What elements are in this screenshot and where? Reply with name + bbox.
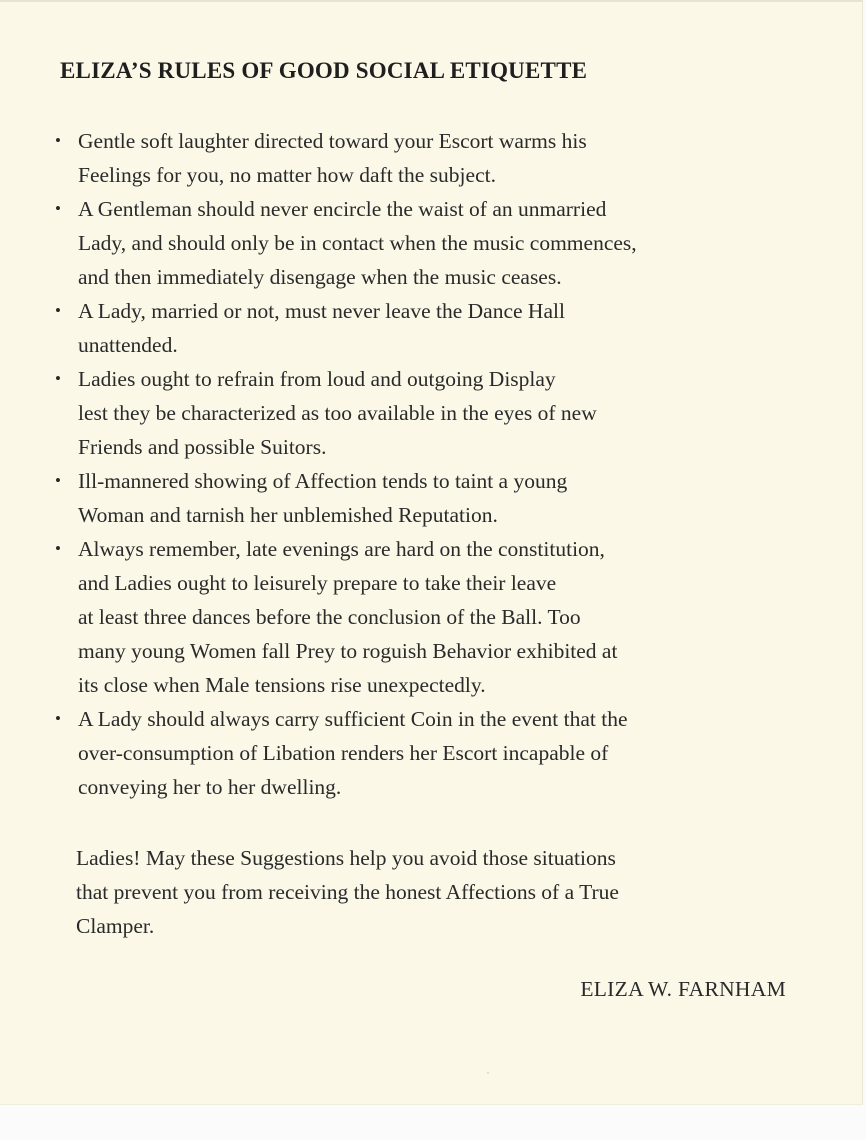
rule-line: Always remember, late evenings are hard on the constitution, xyxy=(78,537,605,561)
rule-line: at least three dances before the conclusion of the Ball. Too xyxy=(78,605,581,629)
paper-speck xyxy=(487,1072,489,1074)
document-title: ELIZA’S RULES OF GOOD SOCIAL ETIQUETTE xyxy=(60,58,588,83)
rule-line: and Ladies ought to leisurely prepare to take their leave xyxy=(78,571,557,595)
bullet-icon: • xyxy=(55,199,61,218)
bullet-icon: • xyxy=(55,709,61,728)
rule-line: Gentle soft laughter directed toward your Escort warms his xyxy=(78,129,587,153)
rule-item xyxy=(55,702,795,804)
rule-line: conveying her to her dwelling. xyxy=(78,775,342,799)
rule-line: Friends and possible Suitors. xyxy=(78,435,327,459)
closing-line: Ladies! May these Suggestions help you avoid those situations xyxy=(76,846,616,870)
rule-item xyxy=(55,124,795,192)
rule-line: A Lady, married or not, must never leave the Dance Hall xyxy=(78,299,565,323)
rule-line: Ladies ought to refrain from loud and outgoing Display xyxy=(78,367,556,391)
rule-line: A Lady should always carry sufficient Coin in the event that the xyxy=(78,707,628,731)
rule-line: Lady, and should only be in contact when the music commences, xyxy=(78,231,637,255)
rule-line: Woman and tarnish her unblemished Reputation. xyxy=(78,503,498,527)
rule-item xyxy=(55,532,795,702)
bullet-icon: • xyxy=(55,131,61,150)
author-signature: ELIZA W. FARNHAM xyxy=(580,977,786,1001)
rule-line: its close when Male tensions rise unexpectedly. xyxy=(78,673,486,697)
closing-line: that prevent you from receiving the honest Affections of a True xyxy=(76,880,619,904)
rule-item xyxy=(55,362,795,464)
rule-item xyxy=(55,192,795,294)
rule-item xyxy=(55,294,795,362)
closing-paragraph xyxy=(76,841,796,943)
rule-item xyxy=(55,464,795,532)
top-edge-line xyxy=(0,0,862,2)
bullet-icon: • xyxy=(55,301,61,320)
rule-line: unattended. xyxy=(78,333,178,357)
closing-line: Clamper. xyxy=(76,914,155,938)
rule-line: Feelings for you, no matter how daft the subject. xyxy=(78,163,496,187)
rule-line: Ill-mannered showing of Affection tends to taint a young xyxy=(78,469,568,493)
rule-line: and then immediately disengage when the music ceases. xyxy=(78,265,562,289)
bullet-icon: • xyxy=(55,539,61,558)
bullet-icon: • xyxy=(55,471,61,490)
rule-line: A Gentleman should never encircle the waist of an unmarried xyxy=(78,197,607,221)
rule-line: many young Women fall Prey to roguish Behavior exhibited at xyxy=(78,639,618,663)
rule-line: lest they be characterized as too available in the eyes of new xyxy=(78,401,597,425)
rule-line: over-consumption of Libation renders her Escort incapable of xyxy=(78,741,609,765)
bullet-icon: • xyxy=(55,369,61,388)
rules-list xyxy=(55,124,795,804)
